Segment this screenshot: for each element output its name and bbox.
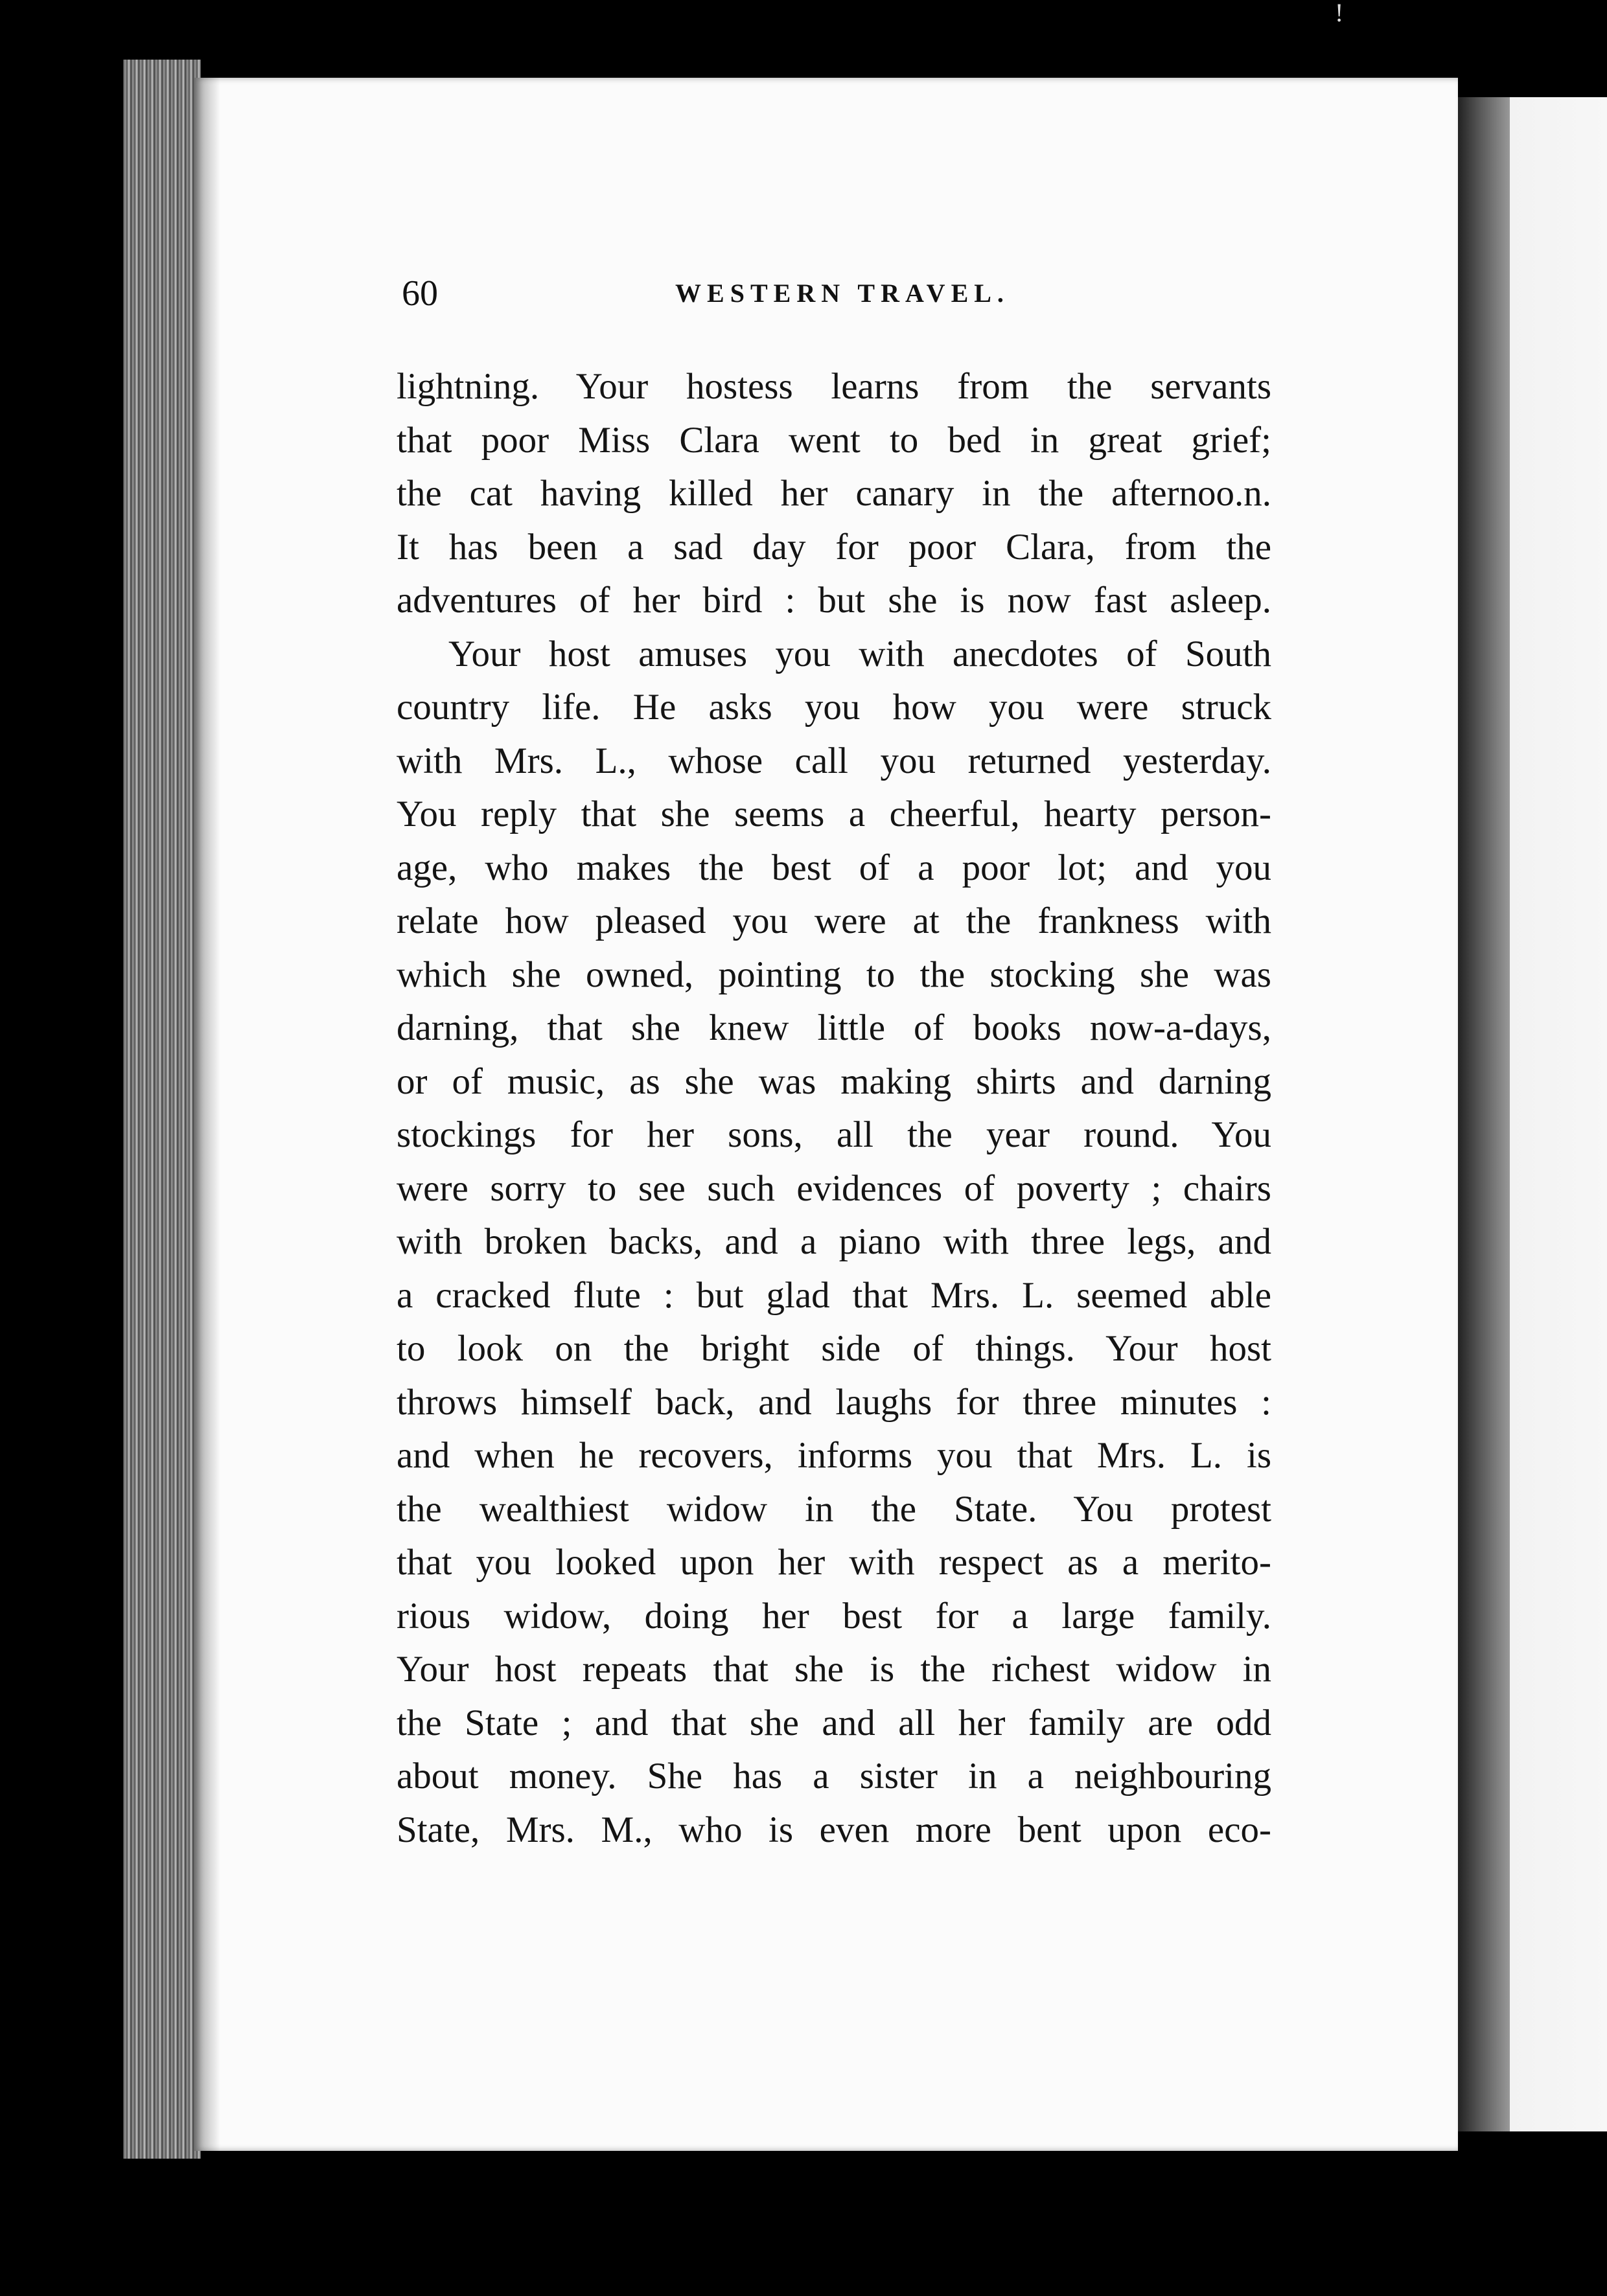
text-line: Your host repeats that she is the richest widow in — [397, 1649, 1271, 1690]
text-line: that poor Miss Clara went to bed in great grief; — [397, 419, 1271, 461]
text-line: adventures of her bird : but she is now fast asleep. — [397, 580, 1271, 621]
text-line: stockings for her sons, all the year round. You — [397, 1114, 1271, 1155]
running-title: WESTERN TRAVEL. — [675, 279, 1010, 308]
text-line: with broken backs, and a piano with three legs, and — [397, 1221, 1271, 1262]
text-line: age, who makes the best of a poor lot; and you — [397, 847, 1271, 888]
text-line: You reply that she seems a cheerful, hearty person- — [397, 794, 1271, 834]
page-shadow — [194, 78, 220, 2151]
binding-shadow — [1458, 97, 1510, 2131]
text-line: relate how pleased you were at the frankness with — [397, 901, 1271, 941]
page-header — [402, 271, 1283, 316]
text-line: the wealthiest widow in the State. You protest — [397, 1488, 1271, 1530]
text-line: were sorry to see such evidences of poverty ; chairs — [397, 1167, 1271, 1209]
text-line: with Mrs. L., whose call you returned yesterday. — [397, 740, 1271, 781]
page-edges-left — [123, 60, 201, 2159]
text-line: or of music, as she was making shirts and darning — [397, 1061, 1271, 1102]
text-line: darning, that she knew little of books now-a-days, — [397, 1007, 1271, 1048]
text-line: the State ; and that she and all her family are odd — [397, 1702, 1271, 1743]
text-line: a cracked flute : but glad that Mrs. L. seemed able — [397, 1274, 1271, 1316]
body-text — [397, 360, 1271, 1857]
text-line: that you looked upon her with respect as a merito- — [397, 1542, 1271, 1583]
text-line: country life. He asks you how you were struck — [397, 687, 1271, 728]
text-line: rious widow, doing her best for a large family. — [397, 1595, 1271, 1636]
text-line: It has been a sad day for poor Clara, from the — [397, 526, 1271, 568]
text-line: lightning. Your hostess learns from the servants — [397, 366, 1271, 407]
text-line: the cat having killed her canary in the afternoo.n. — [397, 473, 1271, 514]
text-line: to look on the bright side of things. Your host — [397, 1328, 1271, 1369]
text-line: which she owned, pointing to the stocking she was — [397, 954, 1271, 995]
text-line: State, Mrs. M., who is even more bent upon eco- — [397, 1809, 1271, 1850]
corner-mark: ! — [1335, 0, 1344, 27]
page-number: 60 — [402, 273, 438, 314]
text-line: throws himself back, and laughs for three minutes : — [397, 1381, 1271, 1423]
text-line: about money. She has a sister in a neighbouring — [397, 1756, 1271, 1797]
text-line: and when he recovers, informs you that Mrs. L. is — [397, 1435, 1271, 1476]
text-line: Your host amuses you with anecdotes of South — [448, 633, 1271, 674]
